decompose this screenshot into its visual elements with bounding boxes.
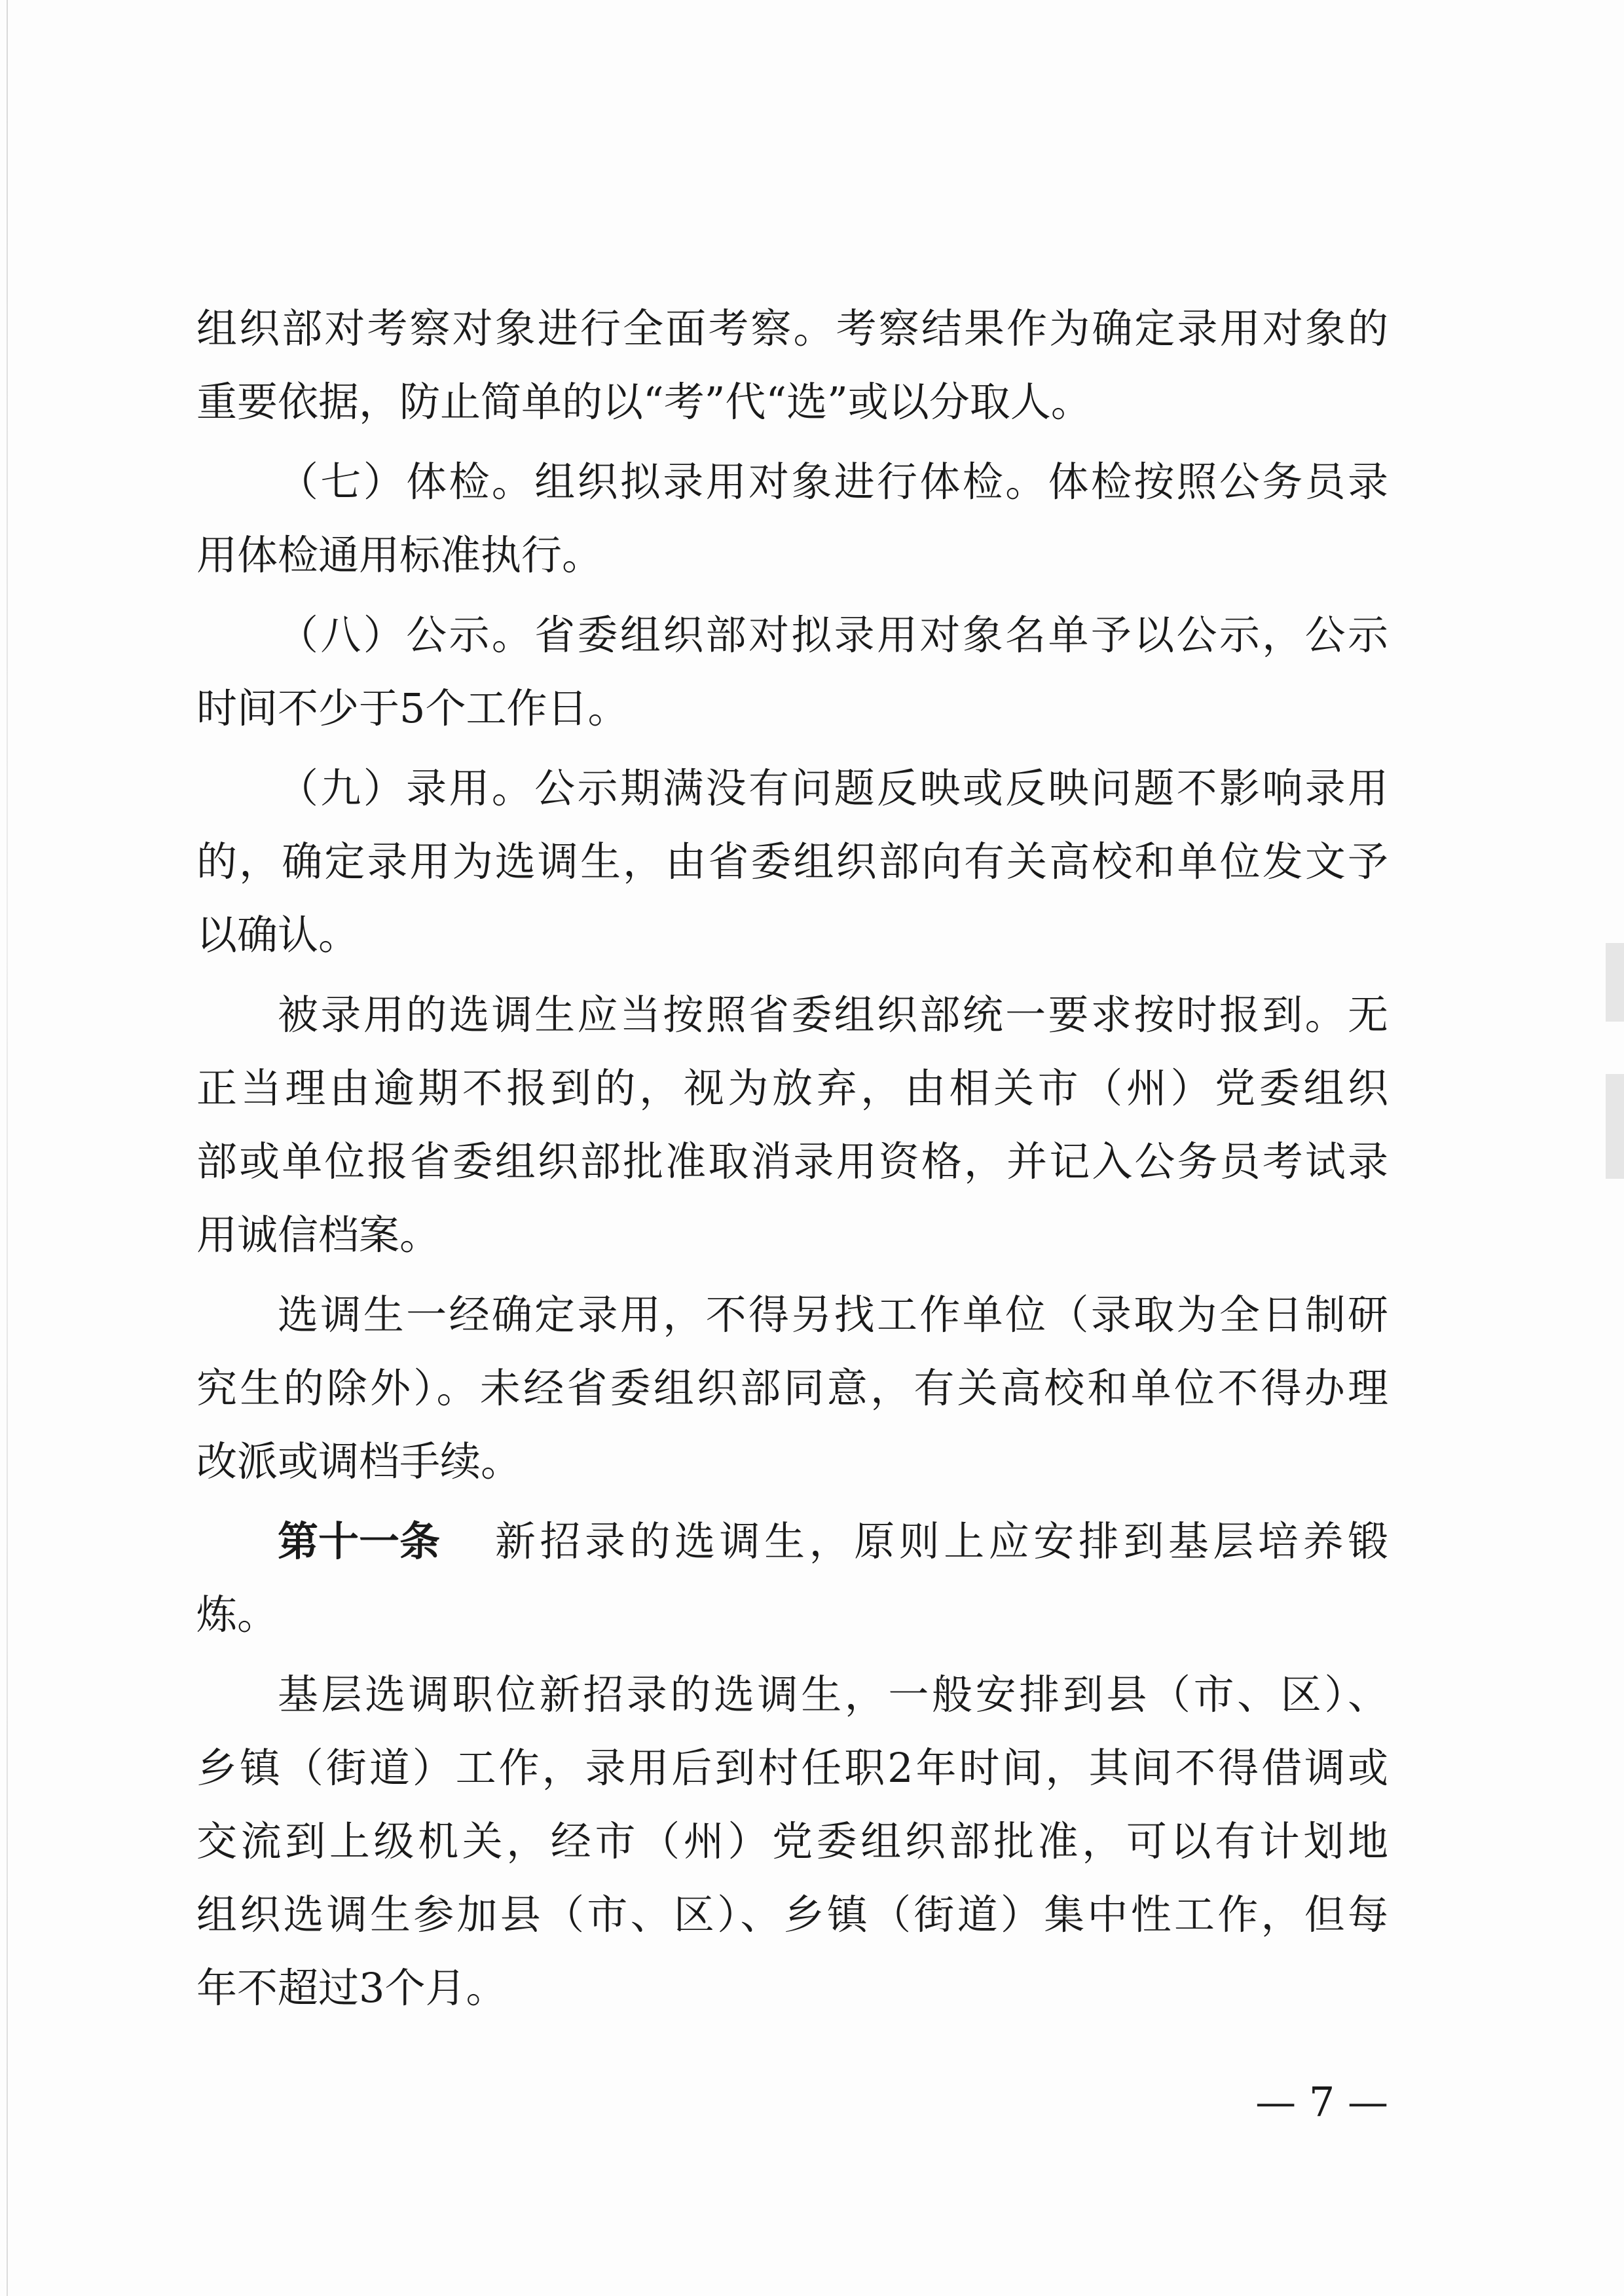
text-line: 组织部对考察对象进行全面考察。考察结果作为确定录用对象的 <box>196 305 1388 352</box>
text-line: 究生的除外）。未经省委组织部同意，有关高校和单位不得办理 <box>196 1364 1388 1412</box>
text-line: 用体检通用标准执行。 <box>196 531 603 579</box>
text-line: 组织选调生参加县（市、区）、乡镇（街道）集中性工作，但每 <box>196 1891 1388 1938</box>
text-line: 乡镇（街道）工作，录用后到村任职2年时间，其间不得借调或 <box>196 1744 1388 1792</box>
text-line: 以确认。 <box>196 911 360 959</box>
text-line: （八）公示。省委组织部对拟录用对象名单予以公示，公示 <box>278 611 1388 659</box>
text-line: 改派或调档手续。 <box>196 1437 522 1485</box>
text-line: 基层选调职位新招录的选调生，一般安排到县（市、区）、 <box>278 1671 1388 1718</box>
page-number: — 7 — <box>1255 2078 1388 2126</box>
scan-right-mark <box>1606 1074 1624 1179</box>
text-line: 炼。 <box>196 1591 278 1639</box>
text-line: 选调生一经确定录用，不得另找工作单位（录取为全日制研 <box>278 1291 1388 1339</box>
text-line: 交流到上级机关，经市（州）党委组织部批准，可以有计划地 <box>196 1817 1388 1865</box>
text-line: 的，确定录用为选调生，由省委组织部向有关高校和单位发文予 <box>196 838 1388 885</box>
text-line: 部或单位报省委组织部批准取消录用资格，并记入公务员考试录 <box>196 1138 1388 1185</box>
scan-right-mark <box>1606 943 1624 1022</box>
article-heading: 第十一条 <box>278 1517 441 1565</box>
text-line: 年不超过3个月。 <box>196 1964 507 2012</box>
text-line: （七）体检。组织拟录用对象进行体检。体检按照公务员录 <box>278 458 1388 506</box>
text-line: 用诚信档案。 <box>196 1211 441 1259</box>
text-line: 正当理由逾期不报到的，视为放弃，由相关市（州）党委组织 <box>196 1064 1388 1112</box>
text-line: 时间不少于5个工作日。 <box>196 684 629 732</box>
text-line: （九）录用。公示期满没有问题反映或反映问题不影响录用 <box>278 764 1388 812</box>
text-line: 被录用的选调生应当按照省委组织部统一要求按时报到。无 <box>278 991 1388 1039</box>
scan-left-edge <box>7 0 8 2296</box>
text-line: 新招录的选调生，原则上应安排到基层培养锻 <box>495 1517 1388 1565</box>
text-line: 重要依据，防止简单的以“考”代“选”或以分取人。 <box>196 378 1092 426</box>
